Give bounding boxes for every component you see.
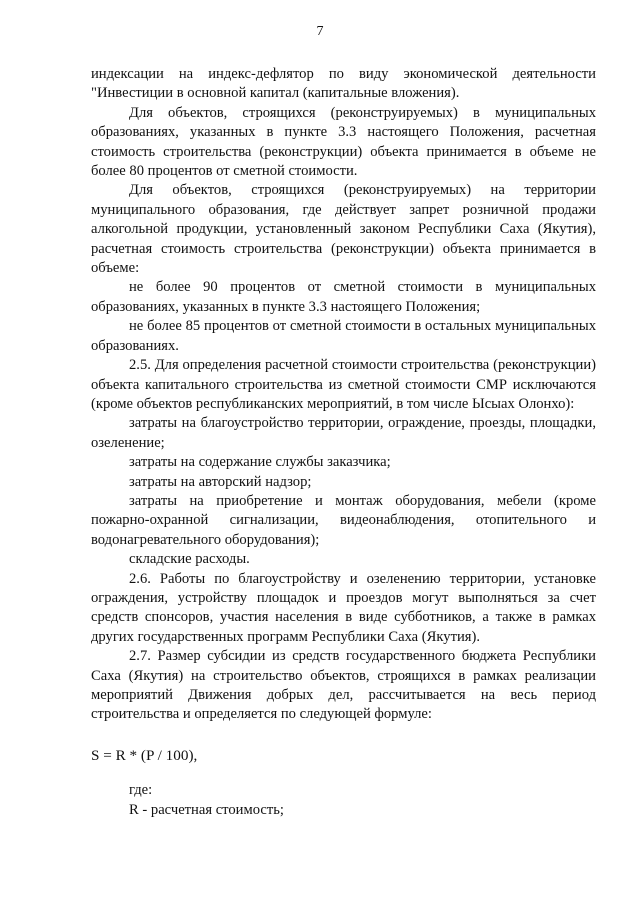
paragraph-clause-2-6: 2.6. Работы по благоустройству и озеленению территории, установке ограждения, устройству площадок и проездов могут выполняться за счет средств спонсоров, участия населения в виде субботников, а также в рамках других государственных программ Республики Саха (Якутия). — [91, 570, 596, 645]
list-item: складские расходы. — [129, 551, 250, 568]
paragraph-continuation: индексации на индекс-дефлятор по виду экономической деятельности "Инвестиции в основной капитал (капитальные вложения). — [91, 66, 596, 102]
paragraph: не более 90 процентов от сметной стоимости в муниципальных образованиях, указанных в пункте 3.3 настоящего Положения; — [91, 279, 596, 315]
paragraph-clause-2-7: 2.7. Размер субсидии из средств государственного бюджета Республики Саха (Якутия) на строительство объектов, строящихся в рамках реализации мероприятий Движения добрых дел, рассчитывается на весь период строительства и определяется по следующей формуле: — [91, 648, 596, 723]
paragraph-clause-2-5: 2.5. Для определения расчетной стоимости строительства (реконструкции) объекта капитального строительства из сметной стоимости СМР исключаются (кроме объектов республиканских мероприятий, в том числе Ысыах Олонхо): — [91, 357, 596, 412]
document-body — [91, 65, 596, 820]
list-item: затраты на приобретение и монтаж оборудования, мебели (кроме пожарно-охранной сигнализации, видеонаблюдения, отопительного и водонагревательного оборудования); — [91, 492, 596, 548]
list-item: затраты на благоустройство территории, ограждение, проезды, площадки, озеленение; — [91, 415, 596, 451]
page-number: 7 — [316, 24, 324, 39]
where-label: где: — [129, 782, 153, 799]
list-item: затраты на содержание службы заказчика; — [129, 454, 391, 471]
definition-item: R - расчетная стоимость; — [129, 801, 284, 818]
subsidy-formula: S = R * (P / 100), — [91, 746, 198, 764]
paragraph: не более 85 процентов от сметной стоимости в остальных муниципальных образованиях. — [91, 318, 596, 354]
list-item: затраты на авторский надзор; — [129, 473, 312, 490]
paragraph: Для объектов, строящихся (реконструируемых) на территории муниципального образования, где действует запрет розничной продажи алкогольной продукции, установленный законом Республики Саха (Якутия), расчетная стоимость строительства (реконструкции) объекта принимается в объеме: — [91, 182, 596, 277]
paragraph: Для объектов, строящихся (реконструируемых) в муниципальных образованиях, указанных в пункте 3.3 настоящего Положения, расчетная стоимость строительства (реконструкции) объекта принимается в объеме не более 80 процентов от сметной стоимости. — [91, 104, 596, 180]
